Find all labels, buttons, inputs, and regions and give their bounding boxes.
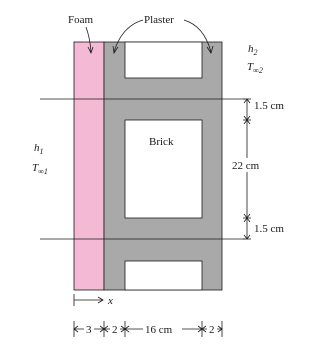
brick-cell-top bbox=[125, 42, 202, 78]
bottom-plaster-dimension-label: 1.5 cm bbox=[254, 223, 284, 235]
h1-label: $h_1$ bbox=[34, 142, 44, 156]
tinf2-label: $T_{\infty 2}$ bbox=[247, 61, 263, 75]
foam-layer bbox=[74, 42, 104, 290]
brick-cell-middle bbox=[125, 120, 202, 218]
tinf1-label: $T_{\infty 1}$ bbox=[32, 162, 48, 176]
plaster-label: Plaster bbox=[144, 14, 174, 26]
h2-label: $h_2$ bbox=[248, 43, 258, 57]
foam-thickness-label: 3 bbox=[86, 324, 92, 336]
foam-label: Foam bbox=[68, 14, 94, 26]
top-plaster-dimension-label: 1.5 cm bbox=[254, 100, 284, 112]
plaster-left-thickness-label: 2 bbox=[112, 324, 118, 336]
plaster-right-thickness-label: 2 bbox=[209, 324, 215, 336]
brick-width-label: 16 cm bbox=[145, 324, 173, 336]
brick-label: Brick bbox=[149, 136, 174, 148]
brick-cell-bottom bbox=[125, 261, 202, 290]
brick-height-dimension-label: 22 cm bbox=[232, 160, 260, 172]
x-axis-label: x bbox=[108, 295, 113, 307]
